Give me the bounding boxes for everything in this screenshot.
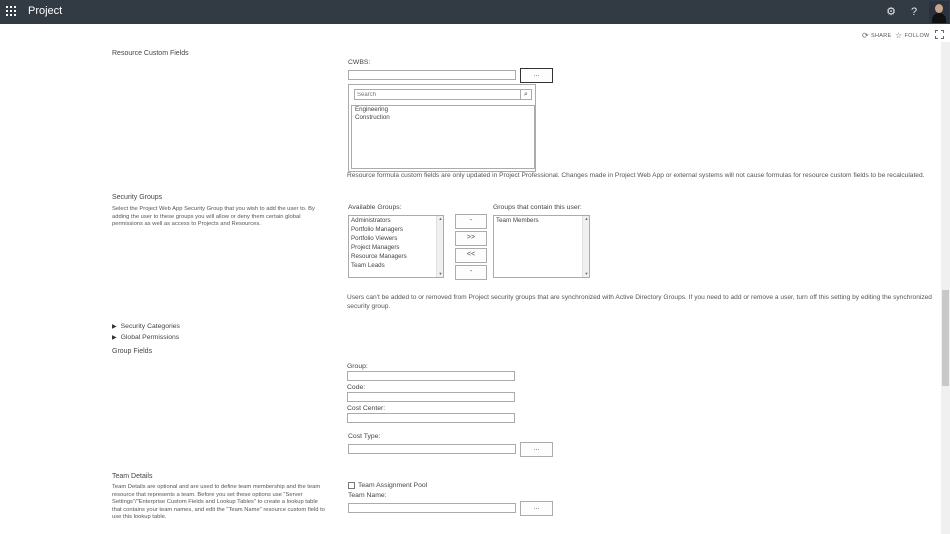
action-bar xyxy=(0,24,940,42)
list-item[interactable]: Portfolio Managers xyxy=(351,226,403,233)
add-all-groups-button[interactable]: >> xyxy=(455,231,487,246)
team-name-browse-button[interactable]: ... xyxy=(520,501,553,516)
security-sync-note: Users can't be added to or removed from Project security groups that are synchronized with Active Directory Groups. If you need to add or remove a user, turn off this setting by editing the synchronized security group. xyxy=(347,294,932,310)
available-groups-list[interactable] xyxy=(348,215,444,278)
share-button[interactable] xyxy=(862,31,891,40)
resource-formula-note: Resource formula custom fields are only updated in Project Professional. Changes made in Project Web App or external systems will not cause formulas for resource custom fields to be recalculated. xyxy=(347,172,925,179)
share-label: SHARE xyxy=(871,33,892,39)
cost-type-browse-button[interactable]: ... xyxy=(520,442,553,457)
avatar[interactable] xyxy=(929,1,949,23)
app-title[interactable]: Project xyxy=(28,5,63,17)
list-item[interactable]: Project Managers xyxy=(351,244,400,251)
share-icon: ⟳ xyxy=(862,31,870,40)
code-input[interactable] xyxy=(347,392,515,402)
help-icon[interactable]: ? xyxy=(910,6,918,18)
list-item[interactable]: Team Members xyxy=(496,217,539,224)
cwbs-search-input[interactable] xyxy=(354,89,521,100)
cost-center-input[interactable] xyxy=(347,413,515,423)
list-item[interactable]: Portfolio Viewers xyxy=(351,235,398,242)
scroll-up-icon[interactable]: ▲ xyxy=(584,216,589,221)
cwbs-options-list[interactable] xyxy=(351,105,535,169)
team-details-description: Team Details are optional and are used to define team membership and the team resource that represents a team. Before you set these options use "Server Settings"/"Enterprise Custom Fields and Lookup Tables" to create a lookup table that contains your team names, and edit the "Team Name" resource custom field to use this lookup table. xyxy=(112,484,325,521)
scroll-down-icon[interactable]: ▼ xyxy=(438,271,443,276)
follow-button[interactable] xyxy=(895,31,930,40)
member-groups-label: Groups that contain this user: xyxy=(493,204,582,211)
focus-mode-icon[interactable] xyxy=(935,30,944,39)
member-groups-list[interactable] xyxy=(493,215,590,278)
add-group-button[interactable]: - xyxy=(455,214,487,229)
scroll-down-icon[interactable]: ▼ xyxy=(584,271,589,276)
code-label: Code: xyxy=(347,384,366,391)
search-icon[interactable]: ⌕ xyxy=(520,89,532,100)
team-details-title: Team Details xyxy=(112,473,153,480)
security-categories-label: Security Categories xyxy=(120,323,180,330)
list-scrollbar[interactable] xyxy=(436,216,443,277)
list-scrollbar[interactable] xyxy=(582,216,589,277)
star-icon: ☆ xyxy=(895,31,903,40)
list-item[interactable]: Engineering xyxy=(355,106,389,113)
available-groups-label: Available Groups: xyxy=(348,204,402,211)
cwbs-input[interactable] xyxy=(348,70,516,80)
security-groups-description: Select the Project Web App Security Group that you wish to add the user to. By adding the user to these groups you will allow or deny them certain global permissions as well as access to Projects and Resources. xyxy=(112,206,315,228)
list-item[interactable]: Resource Managers xyxy=(351,253,407,260)
scrollbar-thumb[interactable] xyxy=(942,290,949,386)
cost-type-label: Cost Type: xyxy=(348,433,381,440)
scroll-up-icon[interactable]: ▲ xyxy=(438,216,443,221)
resource-custom-fields-title: Resource Custom Fields xyxy=(112,50,189,57)
list-item[interactable]: Construction xyxy=(355,114,390,121)
cost-center-label: Cost Center: xyxy=(347,405,386,412)
cwbs-label: CWBS: xyxy=(348,59,371,66)
remove-group-button[interactable]: - xyxy=(455,265,487,280)
follow-label: FOLLOW xyxy=(904,33,930,39)
list-item[interactable]: Administrators xyxy=(351,217,391,224)
global-permissions-expander[interactable] xyxy=(112,334,179,341)
team-name-input[interactable] xyxy=(348,503,516,513)
team-assignment-pool-label: Team Assignment Pool xyxy=(358,482,428,489)
security-categories-expander[interactable] xyxy=(112,323,180,330)
list-item[interactable]: Team Leads xyxy=(351,262,385,269)
cwbs-browse-button[interactable]: ... xyxy=(520,68,553,83)
group-input[interactable] xyxy=(347,371,515,381)
group-label: Group: xyxy=(347,363,368,370)
security-groups-title: Security Groups xyxy=(112,194,163,201)
group-fields-title: Group Fields xyxy=(112,348,153,355)
cost-type-input[interactable] xyxy=(348,444,516,454)
team-name-label: Team Name: xyxy=(348,492,387,499)
suite-bar xyxy=(0,0,950,24)
gear-icon[interactable]: ⚙ xyxy=(886,6,896,18)
team-assignment-pool-checkbox[interactable] xyxy=(348,482,355,489)
cwbs-picker xyxy=(348,84,536,172)
app-launcher-icon[interactable] xyxy=(6,6,18,18)
expand-arrow-icon: ▶ xyxy=(112,324,117,330)
global-permissions-label: Global Permissions xyxy=(120,334,180,341)
remove-all-groups-button[interactable]: << xyxy=(455,248,487,263)
expand-arrow-icon: ▶ xyxy=(112,335,117,341)
page-scrollbar[interactable] xyxy=(941,42,950,534)
